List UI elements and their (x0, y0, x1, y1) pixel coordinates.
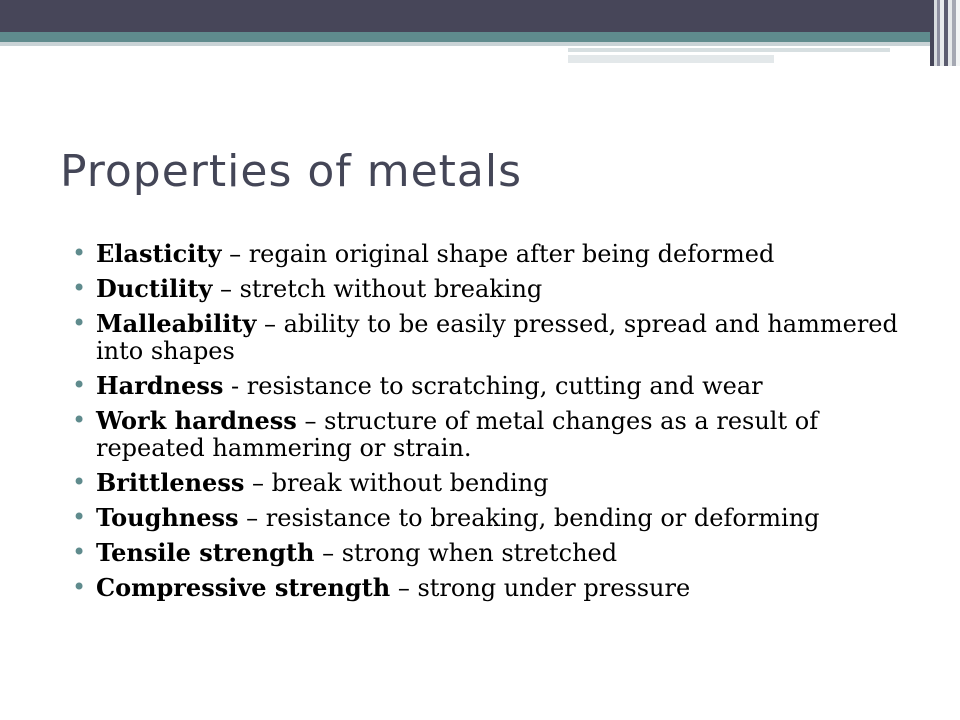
bullet-icon: • (72, 371, 87, 399)
header-edge-decoration (930, 0, 960, 66)
bullet-item (72, 504, 912, 532)
bullet-item (72, 275, 912, 303)
bullet-description: – regain original shape after being deformed (221, 240, 775, 268)
bullet-description: - resistance to scratching, cutting and wear (223, 372, 763, 400)
bullet-term: Brittleness (96, 468, 245, 497)
bullet-term: Toughness (96, 503, 239, 532)
bullet-list (72, 240, 912, 609)
bullet-description: – strong when stretched (314, 539, 618, 567)
header-accent-line (568, 55, 774, 63)
bullet-term: Tensile strength (96, 538, 315, 567)
bullet-icon: • (72, 274, 87, 302)
bullet-description: – structure of metal changes as a result of repeated hammering or strain. (96, 407, 819, 462)
header-accent-line (568, 48, 890, 52)
slide-title: Properties of metals (60, 146, 523, 197)
bullet-term: Malleability (96, 309, 257, 338)
header-divider (0, 42, 960, 46)
bullet-item (72, 372, 912, 400)
bullet-icon: • (72, 406, 87, 434)
bullet-item (72, 469, 912, 497)
bullet-description: – resistance to breaking, bending or deforming (238, 504, 820, 532)
bullet-term: Ductility (96, 274, 213, 303)
bullet-icon: • (72, 503, 87, 531)
bullet-icon: • (72, 239, 87, 267)
bullet-term: Work hardness (96, 406, 297, 435)
bullet-item (72, 407, 912, 462)
bullet-item (72, 310, 912, 365)
header-accent-band (0, 32, 960, 42)
bullet-term: Compressive strength (96, 573, 391, 602)
bullet-description: – break without bending (244, 469, 549, 497)
bullet-icon: • (72, 468, 87, 496)
header-bar (0, 0, 960, 32)
bullet-icon: • (72, 538, 87, 566)
bullet-item (72, 539, 912, 567)
bullet-description: – stretch without breaking (212, 275, 543, 303)
bullet-term: Hardness (96, 371, 224, 400)
bullet-item (72, 240, 912, 268)
bullet-icon: • (72, 573, 87, 601)
bullet-item (72, 574, 912, 602)
bullet-description: – ability to be easily pressed, spread and hammered into shapes (96, 310, 898, 365)
bullet-term: Elasticity (96, 239, 222, 268)
bullet-description: – strong under pressure (390, 574, 691, 602)
bullet-icon: • (72, 309, 87, 337)
